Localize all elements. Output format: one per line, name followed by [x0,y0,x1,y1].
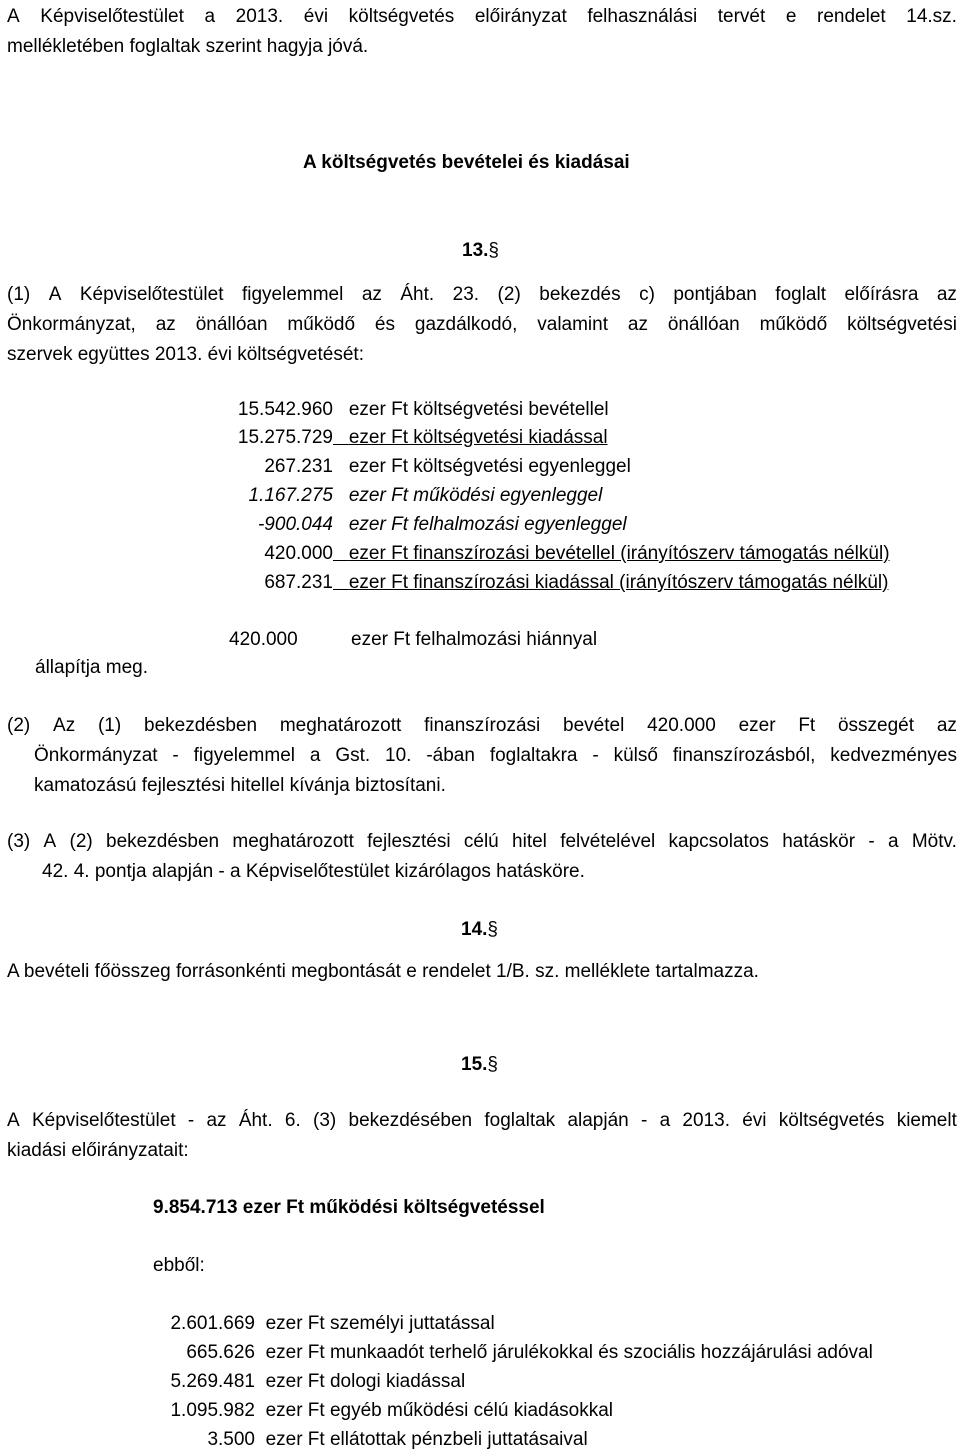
paragraph-14-number: 14.§ [461,919,498,940]
section-sign-icon: § [487,919,498,940]
paragraph-13-number: 13.§ [462,240,499,261]
paragraph-15 [7,1106,957,1166]
par13-line-3: szervek együttes 2013. évi költségvetését: [7,344,364,365]
of-which-label: ebből: [153,1255,205,1276]
par15-line-1: A Képviselőtestület - az Áht. 6. (3) bekezdésében foglaltak alapján - a 2013. évi költségvetés kiemelt [7,1110,957,1131]
expense-row: 2.601.669 ezer Ft személyi juttatással [170,1313,495,1334]
summary-text: ezer Ft felhalmozási hiánnyal [351,629,598,650]
par13-line-1: (1) A Képviselőtestület figyelemmel az Áht. 23. (2) bekezdés c) pontjában foglalt előírásra az [7,284,957,305]
budget-row: 15.275.729 ezer Ft költségvetési kiadással [237,427,608,448]
par13-2-line-2: Önkormányzat - figyelemmel a Gst. 10. -ában foglaltakra - külső finanszírozásból, kedvezményes [34,745,957,766]
budget-row: 420.000 ezer Ft finanszírozási bevétellel (irányítószerv támogatás nélkül) [264,543,890,564]
expense-row: 1.095.982 ezer Ft egyéb működési célú kiadásokkal [170,1400,614,1421]
section-heading: A költségvetés bevételei és kiadásai [303,152,630,173]
expense-row: 665.626 ezer Ft munkaadót terhelő járulékokkal és szociális hozzájárulási adóval [186,1342,873,1363]
intro-paragraph [7,2,957,62]
expense-row: 3.500 ezer Ft ellátottak pénzbeli juttatásaival [207,1429,588,1450]
closing-text: állapítja meg. [35,657,149,678]
par13-2-line-3: kamatozású fejlesztési hitellel kívánja biztosítani. [34,775,446,796]
expense-row: 5.269.481 ezer Ft dologi kiadással [170,1371,466,1392]
paragraph-13-2 [7,711,957,801]
budget-row: 1.167.275 ezer Ft működési egyenleggel [248,485,603,506]
paragraph-13-3 [7,827,957,887]
par13-line-2: Önkormányzat, az önállóan működő és gazdálkodó, valamint az önállóan működő költségvetési [7,314,957,335]
total-operating-budget: 9.854.713 ezer Ft működési költségvetéssel [153,1197,545,1218]
budget-row: -900.044 ezer Ft felhalmozási egyenleggel [257,514,627,535]
intro-line-2: mellékletében foglaltak szerint hagyja jóvá. [7,36,369,57]
paragraph-15-number: 15.§ [461,1054,498,1075]
paragraph-13-1 [7,280,957,370]
budget-row: 267.231 ezer Ft költségvetési egyenleggel [264,456,631,477]
budget-row: 687.231 ezer Ft finanszírozási kiadással (irányítószerv támogatás nélkül) [264,572,889,593]
budget-row: 15.542.960 ezer Ft költségvetési bevétellel [237,399,609,420]
par13-2-line-1: (2) Az (1) bekezdésben meghatározott finanszírozási bevétel 420.000 ezer Ft összegét az [7,715,957,736]
section-sign-icon: § [488,240,499,261]
paragraph-14-text: A bevételi főösszeg forrásonkénti megbontását e rendelet 1/B. sz. melléklete tartalmazza. [7,961,759,982]
par13-3-line-1: (3) A (2) bekezdésben meghatározott fejlesztési célú hitel felvételével kapcsolatos hatáskör - a Mötv. [7,831,957,852]
section-sign-icon: § [487,1054,498,1075]
intro-line-1: A Képviselőtestület a 2013. évi költségvetés előirányzat felhasználási tervét e rendelet 14.sz. [7,6,957,27]
par13-3-line-2: 42. 4. pontja alapján - a Képviselőtestület kizárólagos hatásköre. [42,861,585,882]
summary-value: 420.000 [229,629,298,650]
par15-line-2: kiadási előirányzatait: [7,1140,189,1161]
